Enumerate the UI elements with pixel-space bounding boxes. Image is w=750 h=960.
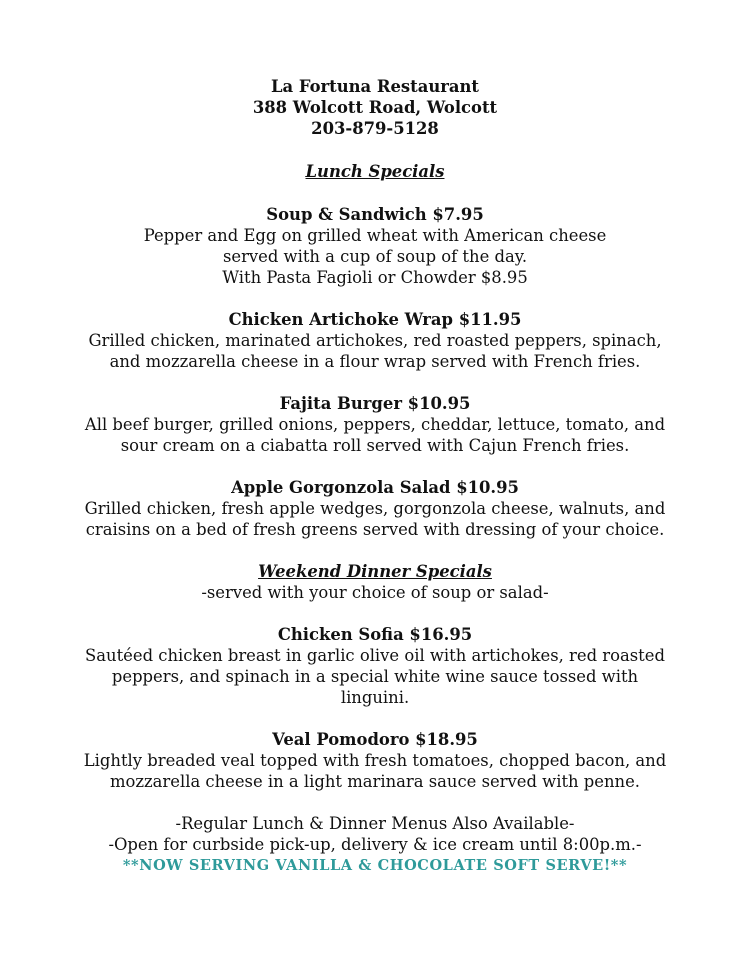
menu-item-title: Fajita Burger $10.95 <box>279 394 471 413</box>
restaurant-address: 388 Wolcott Road, Wolcott <box>252 98 498 117</box>
restaurant-header <box>0 76 750 139</box>
menu-item-description: peppers, and spinach in a special white wine sauce tossed with <box>111 667 639 686</box>
restaurant-phone: 203-879-5128 <box>311 119 439 138</box>
menu-item-title: Soup & Sandwich $7.95 <box>266 205 484 224</box>
menu-item-description: All beef burger, grilled onions, peppers, cheddar, lettuce, tomato, and <box>84 415 666 434</box>
menu-item-description: Lightly breaded veal topped with fresh tomatoes, chopped bacon, and <box>83 751 667 770</box>
menu-item-chicken-artichoke-wrap <box>0 309 750 372</box>
menu-item-title: Veal Pomodoro $18.95 <box>272 730 478 749</box>
menu-item-title: Apple Gorgonzola Salad $10.95 <box>231 478 519 497</box>
dinner-specials-heading: Weekend Dinner Specials <box>258 562 492 581</box>
menu-item-chicken-sofia <box>0 624 750 708</box>
menu-item-description: served with a cup of soup of the day. <box>222 247 528 266</box>
menu-item-description: Grilled chicken, marinated artichokes, red roasted peppers, spinach, <box>88 331 662 350</box>
dinner-specials-header <box>0 561 750 603</box>
menu-item-description: mozzarella cheese in a light marinara sauce served with penne. <box>109 772 641 791</box>
menu-item-description: craisins on a bed of fresh greens served with dressing of your choice. <box>85 520 665 539</box>
dinner-specials-subheading: -served with your choice of soup or salad- <box>201 583 549 602</box>
menu-item-apple-gorgonzola-salad <box>0 477 750 540</box>
menu-footer <box>0 813 750 876</box>
restaurant-name: La Fortuna Restaurant <box>270 77 480 96</box>
footer-note-hours: -Open for curbside pick-up, delivery & ice cream until 8:00p.m.- <box>108 835 642 854</box>
menu-item-description: sour cream on a ciabatta roll served with Cajun French fries. <box>120 436 630 455</box>
menu-item-description: Grilled chicken, fresh apple wedges, gorgonzola cheese, walnuts, and <box>84 499 666 518</box>
menu-item-fajita-burger <box>0 393 750 456</box>
menu-item-description: With Pasta Fagioli or Chowder $8.95 <box>222 268 528 287</box>
menu-item-soup-sandwich <box>0 204 750 288</box>
soft-serve-announcement: **NOW SERVING VANILLA & CHOCOLATE SOFT SERVE!** <box>122 857 628 874</box>
menu-item-title: Chicken Sofia $16.95 <box>277 625 473 644</box>
menu-item-description: Pepper and Egg on grilled wheat with American cheese <box>143 226 607 245</box>
menu-item-description: linguini. <box>340 688 410 707</box>
footer-note-menus: -Regular Lunch & Dinner Menus Also Available- <box>175 814 575 833</box>
menu-item-veal-pomodoro <box>0 729 750 792</box>
menu-item-description: Sautéed chicken breast in garlic olive oil with artichokes, red roasted <box>85 646 665 665</box>
lunch-specials-heading: Lunch Specials <box>305 162 445 181</box>
menu-item-title: Chicken Artichoke Wrap $11.95 <box>228 310 522 329</box>
menu-item-description: and mozzarella cheese in a flour wrap served with French fries. <box>109 352 641 371</box>
